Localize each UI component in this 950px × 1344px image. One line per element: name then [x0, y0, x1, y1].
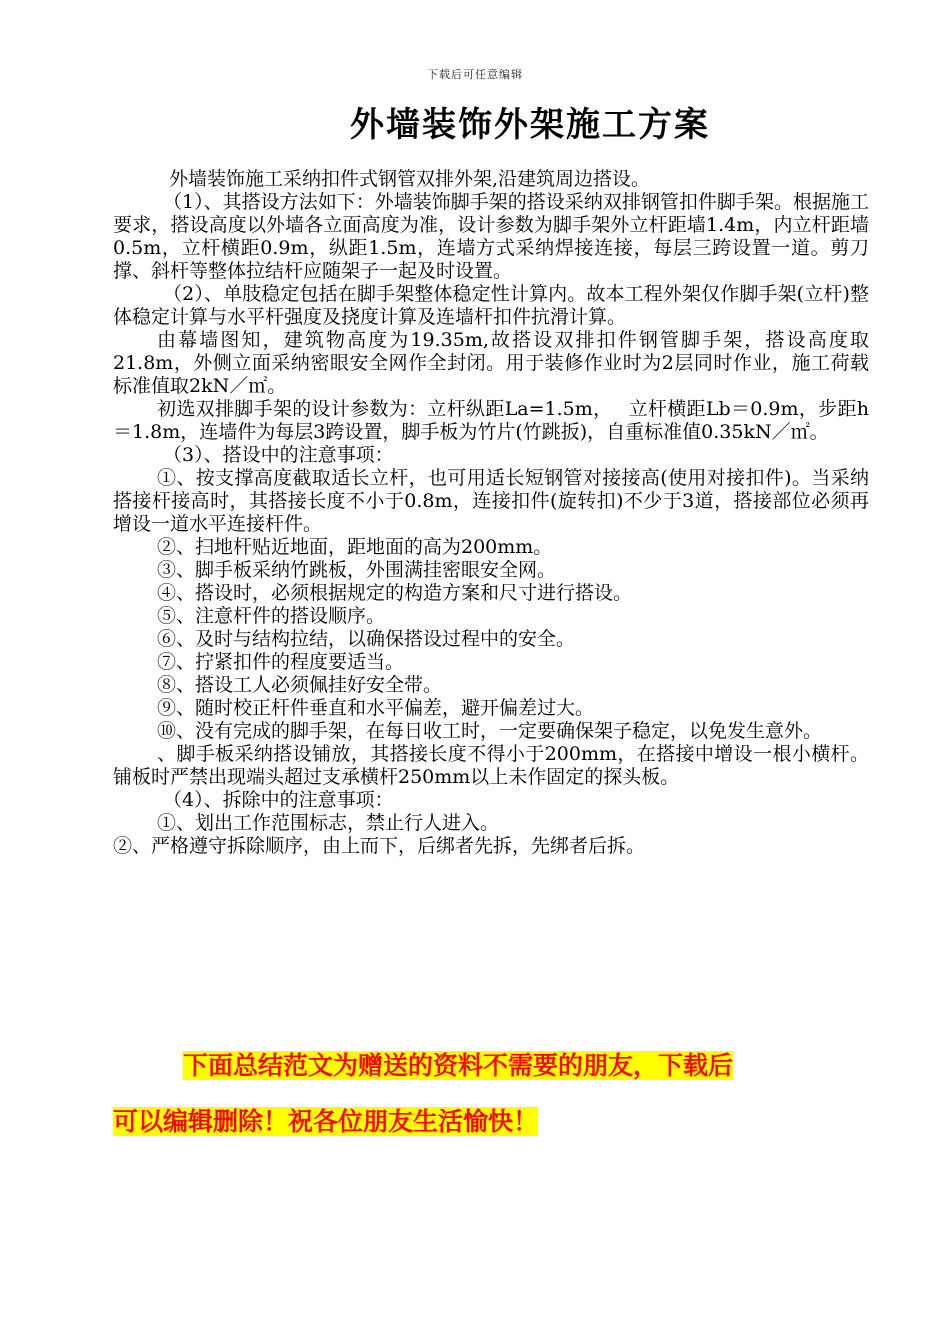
list-item-erection-9: ⑨、随时校正杆件垂直和水平偏差，避开偏差过大。 — [157, 697, 595, 719]
promo-line-2 — [113, 1094, 873, 1150]
paragraph-design-parameters: 初选双排脚手架的设计参数为：立杆纵距La=1.5m， 立杆横距Lb＝0.9m，步距h＝1.8m，连墙件为每层3跨设置，脚手板为竹片(竹跳扳)，自重标准值0.35kN／㎡。 — [113, 398, 869, 443]
document-title: 外墙装饰外架施工方案 — [350, 105, 710, 145]
promo-note — [113, 1038, 873, 1150]
paragraph-building-height: 由幕墙图知，建筑物高度为19.35m,故搭设双排扣件钢管脚手架，搭设高度取21.8m，外侧立面采纳密眼安全网作全封闭。用于装修作业时为2层同时作业，施工荷载标准值取2kN／㎡。 — [113, 329, 869, 397]
paragraph-section-1: （1）、其搭设方法如下：外墙装饰脚手架的搭设采纳双排钢管扣件脚手架。根据施工要求，搭设高度以外墙各立面高度为准，设计参数为脚手架外立杆距墙1.4m，内立杆距墙0.5m，立杆横距0.9m，纵距1.5m，连墙方式采纳焊接连接，每层三跨设置一道。剪刀撑、斜杆等整体拉结杆应随架子一起及时设置。 — [113, 191, 869, 282]
list-item-erection-8: ⑧、搭设工人必须佩挂好安全带。 — [157, 674, 443, 696]
list-item-erection-2: ②、扫地杆贴近地面，距地面的高为200mm。 — [157, 536, 553, 558]
paragraph-intro: 外墙装饰施工采纳扣件式钢管双排外架,沿建筑周边搭设。 — [169, 168, 651, 190]
list-item-erection-6: ⑥、及时与结构拉结，以确保搭设过程中的安全。 — [157, 628, 576, 650]
list-item-dismantle-2: ②、严格遵守拆除顺序，由上而下，后绑者先拆，先绑者后拆。 — [113, 835, 646, 857]
list-item-erection-5: ⑤、注意杆件的搭设顺序。 — [157, 605, 386, 627]
list-item-erection-1: ①、按支撑高度截取适长立杆，也可用适长短钢管对接接高(使用对接扣件)。当采纳搭接杆接高时，其搭接长度不小于0.8m，连接扣件(旋转扣)不少于3道，搭接部位必须再增设一道水平连接杆件。 — [113, 467, 869, 535]
list-item-erection-11: 、脚手板采纳搭设铺放，其搭接长度不得小于200mm，在搭接中增设一根小横杆。铺板时严禁出现端头超过支承横杆250mm以上未作固定的探头板。 — [113, 743, 869, 788]
list-item-erection-3: ③、脚手板采纳竹跳板，外围满挂密眼安全网。 — [157, 559, 557, 581]
list-item-erection-10: ⑩、没有完成的脚手架，在每日收工时，一定要确保架子稳定，以免发生意外。 — [157, 720, 823, 742]
list-item-erection-4: ④、搭设时，必须根据规定的构造方案和尺寸进行搭设。 — [157, 582, 633, 604]
header-note: 下载后可任意编辑 — [427, 68, 523, 81]
list-item-dismantle-1: ①、划出工作范围标志，禁止行人进入。 — [157, 812, 500, 834]
promo-line-2-text: 可以编辑删除！祝各位朋友生活愉快！ — [113, 1107, 539, 1136]
list-item-erection-7: ⑦、拧紧扣件的程度要适当。 — [157, 651, 405, 673]
paragraph-section-4-heading: （4）、拆除中的注意事项： — [163, 789, 394, 811]
document-body — [113, 168, 869, 858]
promo-line-1-text: 下面总结范文为赠送的资料不需要的朋友，下载后 — [183, 1051, 734, 1080]
paragraph-section-2: （2）、单肢稳定包括在脚手架整体稳定性计算内。故本工程外架仅作脚手架(立杆)整体稳定计算与水平杆强度及挠度计算及连墙杆扣件抗滑计算。 — [113, 283, 869, 328]
promo-line-1 — [113, 1038, 873, 1094]
paragraph-section-3-heading: （3）、搭设中的注意事项： — [163, 444, 394, 466]
